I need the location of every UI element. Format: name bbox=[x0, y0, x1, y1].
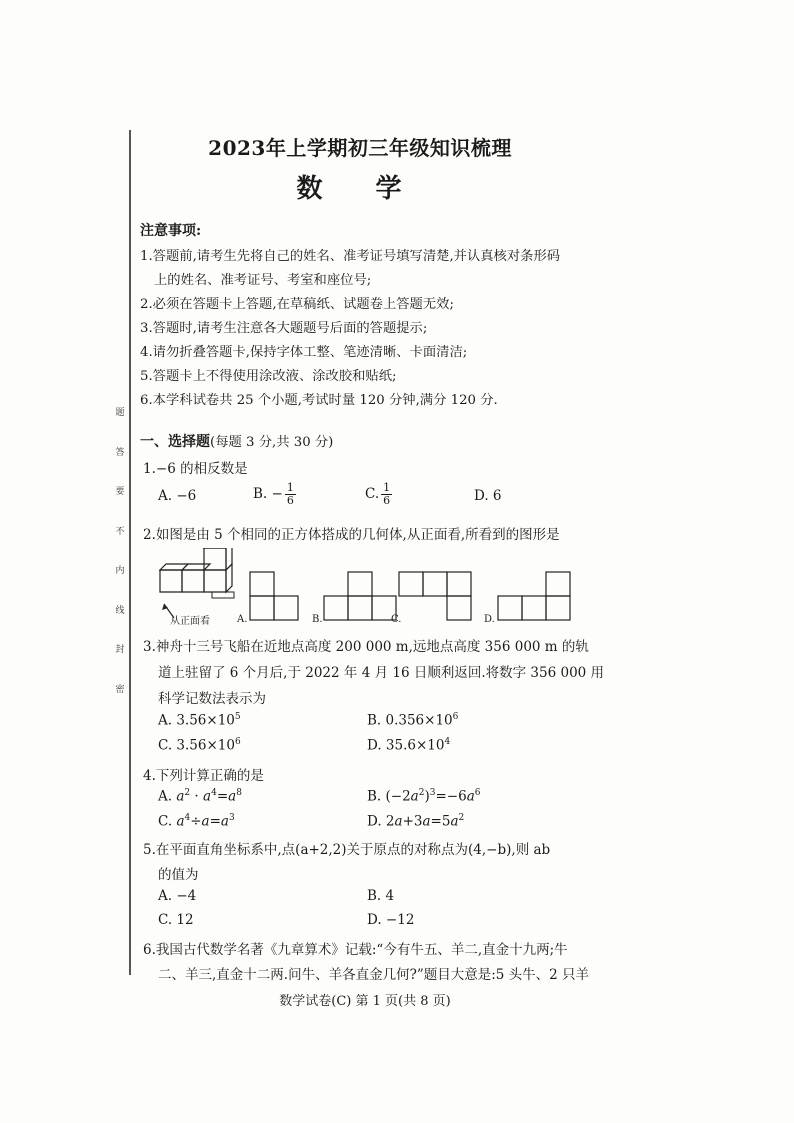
expr-var: a bbox=[201, 813, 210, 830]
q1-option-b bbox=[253, 482, 296, 507]
q3-b-exponent: 6 bbox=[452, 712, 459, 722]
question-5-line-1: 5.在平面直角坐标系中,点(a+2,2)关于原点的对称点为(4,−b),则 ab bbox=[143, 842, 551, 858]
notes-heading: 注意事项: bbox=[140, 223, 202, 239]
question-5-line-2: 的值为 bbox=[158, 867, 199, 883]
option-d-view bbox=[496, 570, 574, 622]
q2-label-d: D. bbox=[484, 614, 495, 625]
q5-option-c: C. 12 bbox=[158, 912, 194, 928]
q1-option-a: A. −6 bbox=[158, 488, 197, 504]
margin-char: 内 bbox=[115, 566, 125, 577]
isometric-cubes bbox=[160, 548, 234, 618]
question-6-line-1: 6.我国古代数学名著《九章算术》记载:“今有牛五、羊二,直金十九两;牛 bbox=[143, 942, 568, 958]
expr-part: ÷ bbox=[190, 813, 202, 830]
expr-var: a bbox=[220, 813, 229, 830]
option-b-view bbox=[322, 570, 400, 622]
margin-char: 不 bbox=[115, 526, 125, 537]
fraction-denominator: 6 bbox=[383, 494, 391, 507]
expr-var: a bbox=[394, 813, 403, 830]
question-4-stem: 4.下列计算正确的是 bbox=[143, 768, 264, 784]
margin-char: 答 bbox=[115, 447, 125, 458]
expr-part: ) bbox=[424, 788, 430, 805]
exam-title: 2023年上学期初三年级知识梳理 bbox=[208, 136, 512, 160]
fraction-numerator: 1 bbox=[383, 481, 391, 494]
expr-var: a bbox=[422, 813, 431, 830]
margin-char: 线 bbox=[115, 605, 125, 616]
q1-c-fraction bbox=[381, 482, 392, 507]
q1-option-d: D. 6 bbox=[474, 488, 502, 504]
page-footer: 数学试卷(C) 第 1 页(共 8 页) bbox=[279, 994, 451, 1009]
expr-exp: 3 bbox=[228, 813, 235, 823]
expr-part: = bbox=[209, 813, 221, 830]
expr-part: C. bbox=[158, 813, 177, 830]
option-a-view bbox=[248, 570, 302, 622]
expr-part: · bbox=[190, 788, 204, 805]
expr-part: =5 bbox=[430, 813, 451, 830]
note-line: 上的姓名、准考证号、考室和座位号; bbox=[154, 273, 372, 288]
margin-char: 密 bbox=[115, 684, 125, 695]
q3-d-base: D. 35.6×10 bbox=[367, 737, 445, 754]
expr-exp: 2 bbox=[418, 788, 425, 798]
expr-exp: 3 bbox=[429, 788, 436, 798]
notes-list bbox=[140, 245, 590, 413]
expr-exp: 2 bbox=[184, 788, 191, 798]
question-3-line-2: 道上驻留了 6 个月后,于 2022 年 4 月 16 日顺利返回.将数字 356 000 用 bbox=[158, 665, 605, 681]
question-1-stem: 1.−6 的相反数是 bbox=[143, 461, 248, 477]
note-line: 3.答题时,请考生注意各大题题号后面的答题提示; bbox=[140, 321, 428, 336]
section-heading bbox=[140, 431, 333, 451]
expr-var: a bbox=[450, 813, 459, 830]
note-line: 6.本学科试卷共 25 个小题,考试时量 120 分钟,满分 120 分. bbox=[140, 393, 498, 408]
expr-part: =−6 bbox=[435, 788, 467, 805]
expr-exp: 4 bbox=[211, 788, 217, 798]
expr-var: a bbox=[176, 813, 185, 830]
q3-a-exponent: 5 bbox=[234, 712, 241, 722]
q2-label-c: C. bbox=[391, 614, 402, 625]
q2-label-a: A. bbox=[237, 614, 248, 625]
expr-part: B. (−2 bbox=[367, 788, 411, 805]
expr-var: a bbox=[203, 788, 212, 805]
expr-var: a bbox=[176, 788, 185, 805]
q5-option-d: D. −12 bbox=[367, 912, 415, 928]
q2-label-b: B. bbox=[312, 614, 323, 625]
q3-option-a bbox=[158, 712, 241, 729]
expr-exp: 8 bbox=[236, 788, 242, 798]
q1-c-prefix: C. bbox=[365, 486, 380, 502]
margin-char: 要 bbox=[115, 487, 125, 498]
question-3-line-1: 3.神舟十三号飞船在近地点高度 200 000 m,远地点高度 356 000 m 的轨 bbox=[143, 639, 589, 655]
subject-title: 数 学 bbox=[296, 174, 424, 204]
binding-line bbox=[129, 130, 131, 975]
q5-option-a: A. −4 bbox=[158, 888, 197, 904]
question-2-stem: 2.如图是由 5 个相同的正方体搭成的几何体,从正面看,所看到的图形是 bbox=[143, 527, 560, 543]
binding-margin-text bbox=[112, 405, 128, 695]
margin-char: 题 bbox=[115, 408, 125, 418]
section-title: 一、选择题 bbox=[140, 434, 210, 450]
fraction-denominator: 6 bbox=[286, 494, 294, 507]
question-3-line-3: 科学记数法表示为 bbox=[158, 691, 266, 707]
q3-c-exponent: 6 bbox=[234, 737, 241, 747]
expr-part: = bbox=[216, 788, 229, 805]
expr-exp: 6 bbox=[474, 788, 481, 798]
q3-option-b bbox=[367, 712, 458, 729]
margin-char: 封 bbox=[115, 645, 125, 656]
q3-d-exponent: 4 bbox=[444, 737, 451, 747]
expr-part: +3 bbox=[402, 813, 423, 830]
front-view-label: 从正面看 bbox=[170, 616, 210, 627]
expr-var: a bbox=[466, 788, 475, 805]
note-line: 1.答题前,请考生先将自己的姓名、准考证号填写清楚,并认真核对条形码 bbox=[140, 249, 561, 264]
q3-b-base: B. 0.356×10 bbox=[367, 712, 453, 729]
q1-b-prefix: B. − bbox=[253, 486, 283, 502]
expr-part: D. 2 bbox=[367, 813, 395, 830]
q1-option-c bbox=[365, 482, 392, 507]
note-line: 5.答题卡上不得使用涂改液、涂改胶和贴纸; bbox=[140, 369, 397, 384]
note-line: 4.请勿折叠答题卡,保持字体工整、笔迹清晰、卡面清洁; bbox=[140, 345, 468, 360]
q5-option-b: B. 4 bbox=[367, 888, 395, 904]
expr-var: a bbox=[410, 788, 419, 805]
option-c-view bbox=[397, 570, 475, 622]
section-note: (每题 3 分,共 30 分) bbox=[210, 435, 334, 450]
q3-option-c bbox=[158, 737, 241, 754]
fraction-numerator: 1 bbox=[286, 481, 294, 494]
question-6-line-2: 二、羊三,直金十二两.问牛、羊各直金几何?”题目大意是:5 头牛、2 只羊 bbox=[158, 967, 590, 983]
q3-option-d bbox=[367, 737, 450, 754]
q4-option-c bbox=[158, 813, 235, 830]
q4-option-b bbox=[367, 788, 481, 805]
q3-c-base: C. 3.56×10 bbox=[158, 737, 235, 754]
q3-a-base: A. 3.56×10 bbox=[158, 712, 235, 729]
q1-b-fraction bbox=[285, 482, 296, 507]
expr-part: A. bbox=[158, 788, 177, 805]
expr-exp: 2 bbox=[458, 813, 465, 823]
expr-var: a bbox=[228, 788, 237, 805]
note-line: 2.必须在答题卡上答题,在草稿纸、试题卷上答题无效; bbox=[140, 297, 454, 312]
q4-option-a bbox=[158, 788, 242, 805]
expr-exp: 4 bbox=[184, 813, 191, 823]
q4-option-d bbox=[367, 813, 464, 830]
